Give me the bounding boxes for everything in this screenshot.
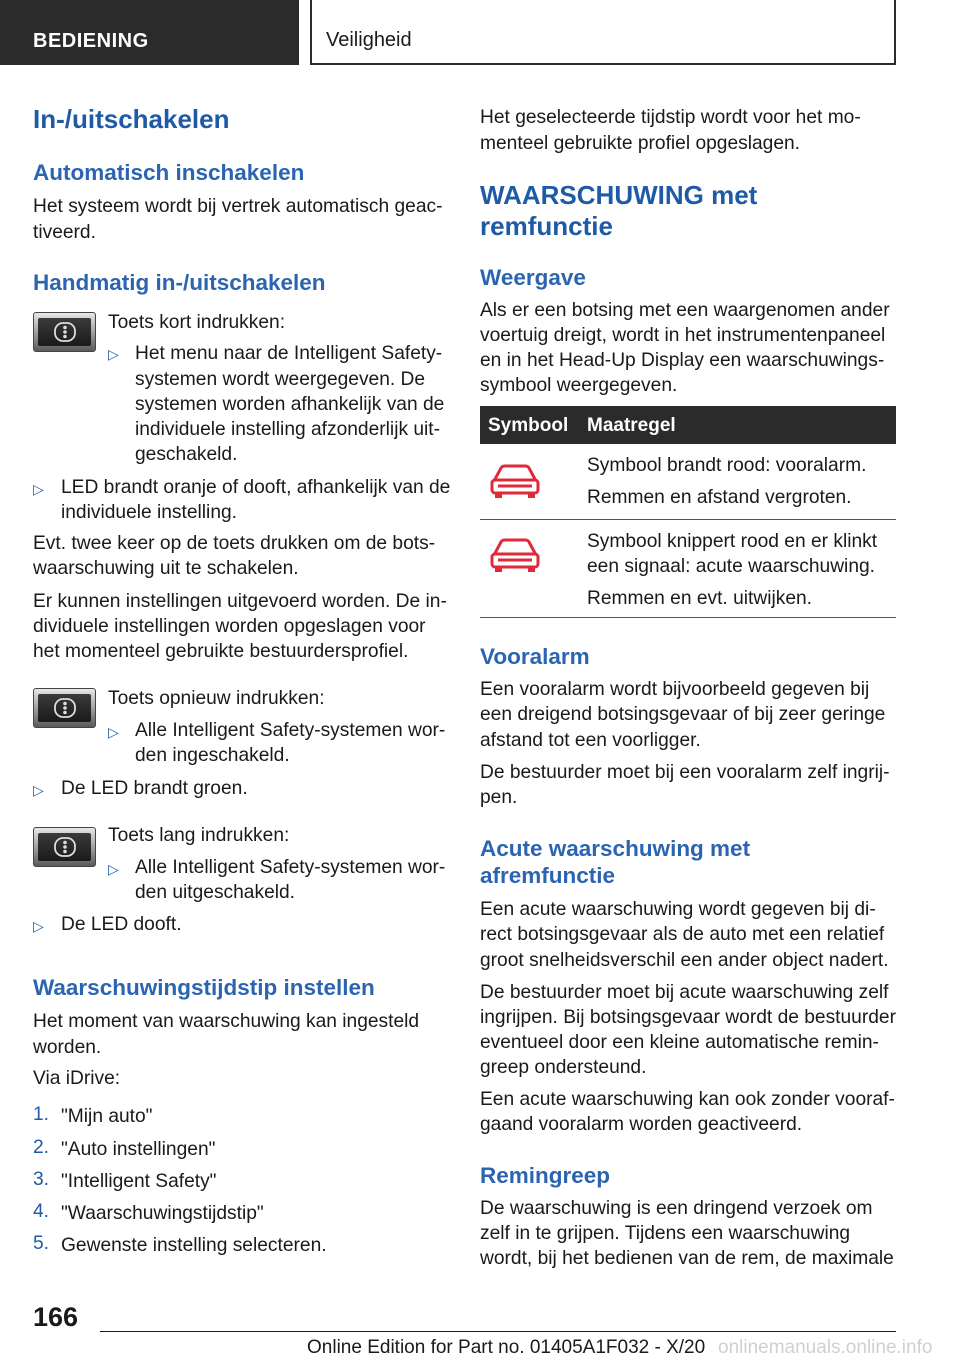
warning-time-heading: Waarschuwingstijdstip instellen (33, 975, 375, 1000)
auto-heading: Automatisch inschakelen (33, 160, 305, 185)
press-again-label: Toets opnieuw indrukken: (108, 688, 325, 709)
press-again-text-1: Alle Intelligent Safety-systemen wor- (135, 720, 446, 741)
acute-text-7: greep ondersteund. (480, 1057, 647, 1078)
table-bottom-rule (480, 617, 896, 618)
step-text: "Auto instellingen" (61, 1139, 216, 1160)
display-text-4: symbool weergegeven. (480, 375, 678, 396)
chapter-label: Veiligheid (326, 29, 412, 51)
triangle-bullet-icon: ▷ (108, 724, 119, 740)
safety-button-image (33, 827, 96, 867)
display-heading: Weergave (480, 265, 586, 290)
page-number: 166 (33, 1302, 79, 1332)
section-title: In-/uitschakelen (33, 104, 230, 134)
press-short-text-3: systemen worden afhankelijk van de (135, 394, 445, 415)
step-text: "Mijn auto" (61, 1106, 153, 1127)
acute-text-1: Een acute waarschuwing wordt gegeven bij di- (480, 899, 876, 920)
led-orange-text-1: LED brandt oranje of dooft, afhankelijk van de (61, 477, 451, 498)
settings-text-2: dividuele instellingen worden opgeslagen voor (33, 616, 426, 637)
intelligent-safety-icon (53, 837, 77, 857)
press-short-text-5: geschakeld. (135, 444, 238, 465)
step-number: 4. (33, 1201, 50, 1222)
triangle-bullet-icon: ▷ (108, 346, 119, 362)
triangle-bullet-icon: ▷ (33, 918, 44, 934)
auto-text-2: tiveerd. (33, 222, 96, 243)
acute-text-9: gaand vooralarm worden geactiveerd. (480, 1114, 803, 1135)
acute-text-8: Een acute waarschuwing kan ook zonder vooraf- (480, 1089, 895, 1110)
step-text: "Intelligent Safety" (61, 1171, 217, 1192)
car-warning-icon (490, 537, 540, 575)
press-short-text-4: individuele instelling afzonderlijk uit- (135, 419, 441, 440)
table-row-divider (480, 519, 896, 520)
pre-alarm-heading: Vooralarm (480, 644, 590, 669)
display-text-1: Als er een botsing met een waargenomen ander (480, 300, 890, 321)
step-number: 3. (33, 1169, 50, 1190)
via-idrive: Via iDrive: (33, 1068, 121, 1089)
section-label: BEDIENING (33, 30, 149, 52)
row1-action: Remmen en afstand vergroten. (587, 487, 852, 508)
row1-text: Symbool brandt rood: vooralarm. (587, 455, 867, 476)
step-number: 1. (33, 1104, 50, 1125)
warning-title-1: WAARSCHUWING met (480, 180, 758, 210)
manual-heading: Handmatig in-/uitschakelen (33, 270, 326, 295)
intelligent-safety-icon (53, 698, 77, 718)
pre-alarm-text-3: afstand tot een voorligger. (480, 730, 701, 751)
step-text: Gewenste instelling selecteren. (61, 1235, 327, 1256)
chapter-tab (310, 0, 896, 65)
intelligent-safety-icon (53, 322, 77, 342)
press-long-text-1: Alle Intelligent Safety-systemen wor- (135, 857, 446, 878)
press-again-text-2: den ingeschakeld. (135, 745, 290, 766)
step-number: 5. (33, 1233, 50, 1254)
twice-text-2: waarschuwing uit te schakelen. (33, 558, 299, 579)
press-long-text-2: den uitgeschakeld. (135, 882, 296, 903)
triangle-bullet-icon: ▷ (108, 861, 119, 877)
step-number: 2. (33, 1137, 50, 1158)
press-short-label: Toets kort indrukken: (108, 312, 286, 333)
watermark-text: onlinemanuals.online.info (718, 1337, 933, 1358)
acute-text-2: rect botsingsgevaar als de auto met een relatief (480, 924, 885, 945)
intro-text-1: Het geselecteerde tijdstip wordt voor het mo- (480, 107, 861, 128)
pre-alarm-text-1: Een vooralarm wordt bijvoorbeeld gegeven bij (480, 679, 870, 700)
brake-text-3: wordt, bij het bedienen van de rem, de maximale (480, 1248, 894, 1269)
brake-heading: Remingreep (480, 1163, 611, 1188)
symbol-table-header (480, 406, 896, 444)
row2-text-2: een signaal: acute waarschuwing. (587, 556, 875, 577)
press-short-text-1: Het menu naar de Intelligent Safety- (135, 343, 443, 364)
warning-title-2: remfunctie (480, 211, 613, 241)
acute-text-6: eventueel door een kleine automatische remin- (480, 1032, 879, 1053)
safety-button-image (33, 312, 96, 352)
pre-alarm-text-4: De bestuurder moet bij een vooralarm zelf ingrij- (480, 762, 890, 783)
press-short-text-2: systemen wordt weergegeven. De (135, 369, 426, 390)
acute-text-5: ingrijpen. Bij botsingsgevaar wordt de bestuurder (480, 1007, 896, 1028)
intro-text-2: menteel gebruikte profiel opgeslagen. (480, 133, 801, 154)
display-text-2: voertuig dreigt, wordt in het instrumentenpaneel (480, 325, 886, 346)
column-symbol: Symbool (488, 415, 569, 436)
settings-text-1: Er kunnen instellingen uitgevoerd worden. De in- (33, 591, 447, 612)
pre-alarm-text-5: pen. (480, 787, 518, 808)
step-text: "Waarschuwingstijdstip" (61, 1203, 264, 1224)
auto-text-1: Het systeem wordt bij vertrek automatisch geac- (33, 196, 443, 217)
edition-text: Online Edition for Part no. 01405A1F032 - X/20 (307, 1337, 706, 1358)
section-tab (0, 0, 299, 65)
column-action: Maatregel (587, 415, 676, 436)
brake-text-1: De waarschuwing is een dringend verzoek om (480, 1198, 873, 1219)
pre-alarm-text-2: een dreigend botsingsgevaar of bij zeer geringe (480, 704, 886, 725)
acute-text-4: De bestuurder moet bij acute waarschuwing zelf (480, 982, 889, 1003)
display-text-3: en in het Head-Up Display een waarschuwings- (480, 350, 885, 371)
row2-action: Remmen en evt. uitwijken. (587, 588, 813, 609)
warning-time-text-2: worden. (33, 1037, 102, 1058)
triangle-bullet-icon: ▷ (33, 782, 44, 798)
acute-heading-2: afremfunctie (480, 863, 616, 888)
led-green-text: De LED brandt groen. (61, 778, 248, 799)
safety-button-image (33, 688, 96, 728)
press-long-label: Toets lang indrukken: (108, 825, 290, 846)
brake-text-2: zelf in te grijpen. Tijdens een waarschuwing (480, 1223, 851, 1244)
footer-rule (100, 1331, 896, 1332)
row2-text-1: Symbool knippert rood en er klinkt (587, 531, 878, 552)
warning-time-text-1: Het moment van waarschuwing kan ingesteld (33, 1011, 420, 1032)
acute-heading-1: Acute waarschuwing met (480, 836, 751, 861)
settings-text-3: het momenteel gebruikte bestuurdersprofiel. (33, 641, 409, 662)
twice-text-1: Evt. twee keer op de toets drukken om de bots- (33, 533, 436, 554)
led-off-text: De LED dooft. (61, 914, 182, 935)
led-orange-text-2: individuele instelling. (61, 502, 237, 523)
triangle-bullet-icon: ▷ (33, 481, 44, 497)
acute-text-3: groot snelheidsverschil een ander object nadert. (480, 950, 889, 971)
car-warning-icon (490, 463, 540, 501)
